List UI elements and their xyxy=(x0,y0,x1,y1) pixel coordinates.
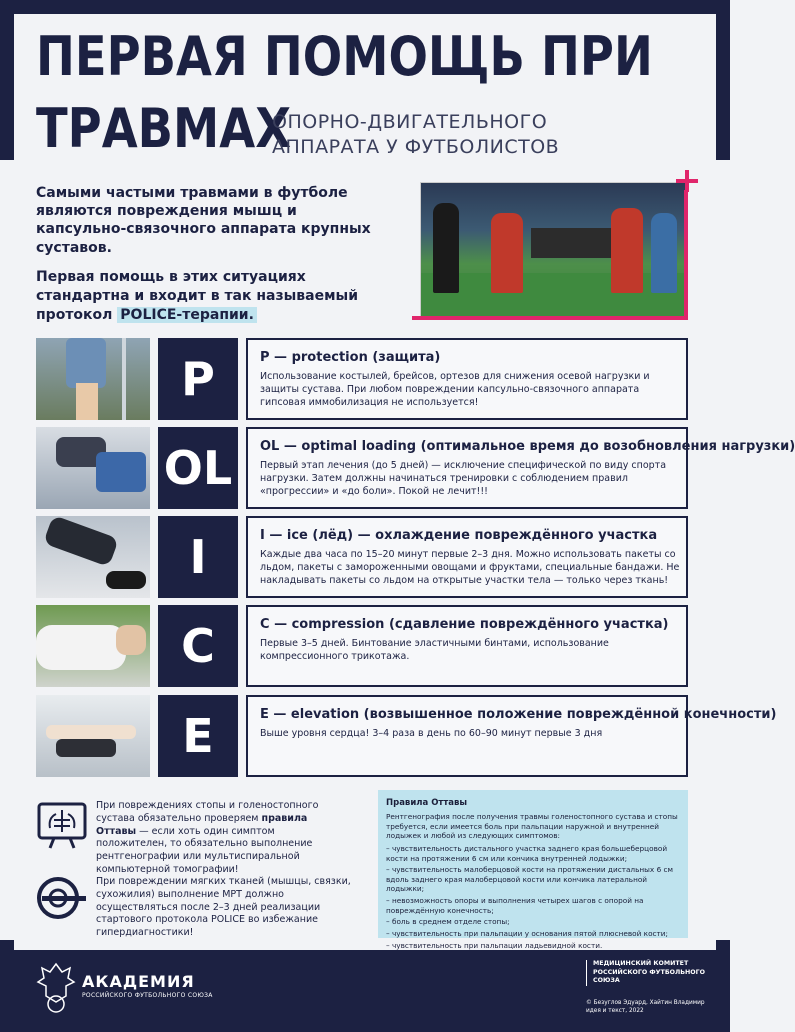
mri-note: При повреждении мягких тканей (мышцы, связки, сухожилия) выполнение МРТ должно осуществляться после 2–3 дней реализации стартового протокола POLICE во избежание гипердиагностики! xyxy=(96,876,351,939)
ottawa-item: – боль в среднем отделе стопы; xyxy=(386,917,510,927)
police-heading-i: I — ice (лёд) — охлаждение повреждённого участка xyxy=(260,528,658,543)
police-text-c: Первые 3–5 дней. Бинтование эластичными бинтами, использование компрессионного трикотажа. xyxy=(260,638,609,662)
police-card-i xyxy=(246,516,688,598)
ottawa-item: – невозможность опоры и выполнения четырех шагов с опорой на повреждённую конечность; xyxy=(386,896,644,915)
police-row-ol xyxy=(36,427,795,509)
police-card-e xyxy=(246,695,777,777)
police-card-ol xyxy=(246,427,795,509)
police-text-ol: Первый этап лечения (до 5 дней) — исключение специфической по виду спорта нагрузки. Затем должны начинаться тренировки с соблюдением правил «прогрессии» и «до боли». Покой не лечит!!! xyxy=(260,460,667,497)
ottawa-item: – чувствительность при пальпации ладьевидной кости. xyxy=(386,940,603,950)
subtitle-line2: АППАРАТА У ФУТБОЛИСТОВ xyxy=(272,135,560,158)
police-text-p: Использование костылей, брейсов, ортезов для снижения осевой нагрузки и защиты сустава. При любом повреждении капсульно-связочного аппарата гипсовая иммобилизация не используется! xyxy=(260,371,650,408)
police-heading-p: P — protection (защита) xyxy=(260,350,441,365)
ottawa-note-bold: правила Оттавы xyxy=(96,812,308,837)
mri-scanner-icon xyxy=(36,872,88,924)
ottawa-item: – чувствительность дистального участка заднего края большеберцовой кости на протяжении 6 см или кончика внутренней лодыжки; xyxy=(386,843,668,863)
xray-monitor-icon xyxy=(36,800,88,852)
committee-line1: МЕДИЦИНСКИЙ КОМИТЕТ xyxy=(593,960,689,967)
photo-medic-1 xyxy=(491,213,523,293)
credit-line2: идея и текст, 2022 xyxy=(586,1007,644,1014)
elevation-photo xyxy=(36,695,150,777)
police-card-c xyxy=(246,605,688,687)
ice-photo xyxy=(36,516,150,598)
intro-paragraph-1: Самыми частыми травмами в футболе являются повреждения мышц и капсульно-связочного аппарата крупных суставов. xyxy=(36,185,371,256)
police-text-i: Каждые два часа по 15–20 минут первые 2–3 дня. Можно использовать пакеты со льдом, пакеты с замороженными овощами и фруктами, специальные бандажи. Не накладывать пакеты со льдом на открытые участки тела — только через ткань! xyxy=(260,549,680,586)
top-frame-bar xyxy=(0,0,730,14)
intro-paragraph-2 xyxy=(36,268,396,325)
academy-subtitle: РОССИЙСКОГО ФУТБОЛЬНОГО СОЮЗА xyxy=(82,992,213,999)
crutches-photo xyxy=(36,338,150,420)
ottawa-note-text-post: — если хоть один симптом положителен, то обязательно выполнение рентгенографии или мультиспиральной компьютерной томографии! xyxy=(96,825,313,876)
police-card-p xyxy=(246,338,688,420)
page-title-line1: ПЕРВАЯ ПОМОЩЬ ПРИ xyxy=(36,25,653,88)
credit-line1: © Безуглов Эдуард, Хайтин Владимир xyxy=(586,1000,705,1006)
committee-line2: РОССИЙСКОГО ФУТБОЛЬНОГО СОЮЗА xyxy=(593,968,705,984)
right-frame-bar xyxy=(716,0,730,160)
footer xyxy=(14,950,716,1032)
police-letter-c: C xyxy=(158,605,238,687)
left-frame-bar xyxy=(0,0,14,160)
ottawa-intro: Рентгенография после получения травмы голеностопного сустава и стопы требуется, если имеется боль при пальпации наружной и внутренней лодыжек и любой из следующих симптомов: xyxy=(386,812,678,841)
academy-name: АКАДЕМИЯ xyxy=(82,972,195,991)
police-heading-c: C — compression (сдавление повреждённого участка) xyxy=(260,617,669,632)
page-subtitle xyxy=(272,110,559,159)
police-letter-ol: OL xyxy=(158,427,238,509)
stretcher-photo xyxy=(420,182,687,319)
photo-pitch xyxy=(421,273,686,318)
police-row-e xyxy=(36,695,777,777)
police-heading-ol: OL — optimal loading (оптимальное время до возобновления нагрузки) xyxy=(260,439,795,454)
ottawa-item: – чувствительность при пальпации у основания пятой плюсневой кости; xyxy=(386,928,668,938)
police-row-i xyxy=(36,516,688,598)
photo-accent-vertical xyxy=(684,190,688,320)
ottawa-note xyxy=(96,800,336,877)
credits xyxy=(586,1000,705,1016)
police-row-p xyxy=(36,338,688,420)
police-letter-e: E xyxy=(158,695,238,777)
intro-paragraph-2-text: Первая помощь в этих ситуациях стандартна и входит в так называемый протокол xyxy=(36,269,359,323)
rfs-emblem-icon xyxy=(36,960,76,1016)
police-letter-p: P xyxy=(158,338,238,420)
plus-icon xyxy=(676,170,698,192)
ottawa-note-text: При повреждениях стопы и голеностопного сустава обязательно проверяем xyxy=(96,800,319,824)
subtitle-line1: ОПОРНО-ДВИГАТЕЛЬНОГО xyxy=(272,111,548,133)
ottawa-item: – чувствительность малоберцовой кости на протяжении дистальных 6 см вдоль заднего края малоберцовой кости или кончика латеральной лодыжки; xyxy=(386,865,674,894)
medical-committee xyxy=(586,960,716,986)
ottawa-rules-panel xyxy=(378,790,688,950)
ottawa-body xyxy=(386,812,678,950)
ottawa-heading: Правила Оттавы xyxy=(386,798,468,808)
footer-right-bar xyxy=(716,940,730,1032)
compression-photo xyxy=(36,605,150,687)
photo-accent-horizontal xyxy=(412,316,688,320)
footer-left-bar xyxy=(0,940,14,1032)
police-text-e: Выше уровня сердца! 3–4 раза в день по 60–90 минут первые 3 дня xyxy=(260,728,603,739)
police-heading-e: E — elevation (возвышенное положение повреждённой конечности) xyxy=(260,707,777,722)
photo-medic-3 xyxy=(651,213,677,293)
loading-photo xyxy=(36,427,150,509)
photo-referee xyxy=(433,203,459,293)
police-highlight: POLICE-терапии. xyxy=(117,307,257,323)
police-letter-i: I xyxy=(158,516,238,598)
photo-medic-2 xyxy=(611,208,643,293)
page-title-line2: ТРАВМАХ xyxy=(36,97,292,160)
photo-stretcher xyxy=(531,228,611,258)
police-row-c xyxy=(36,605,688,687)
